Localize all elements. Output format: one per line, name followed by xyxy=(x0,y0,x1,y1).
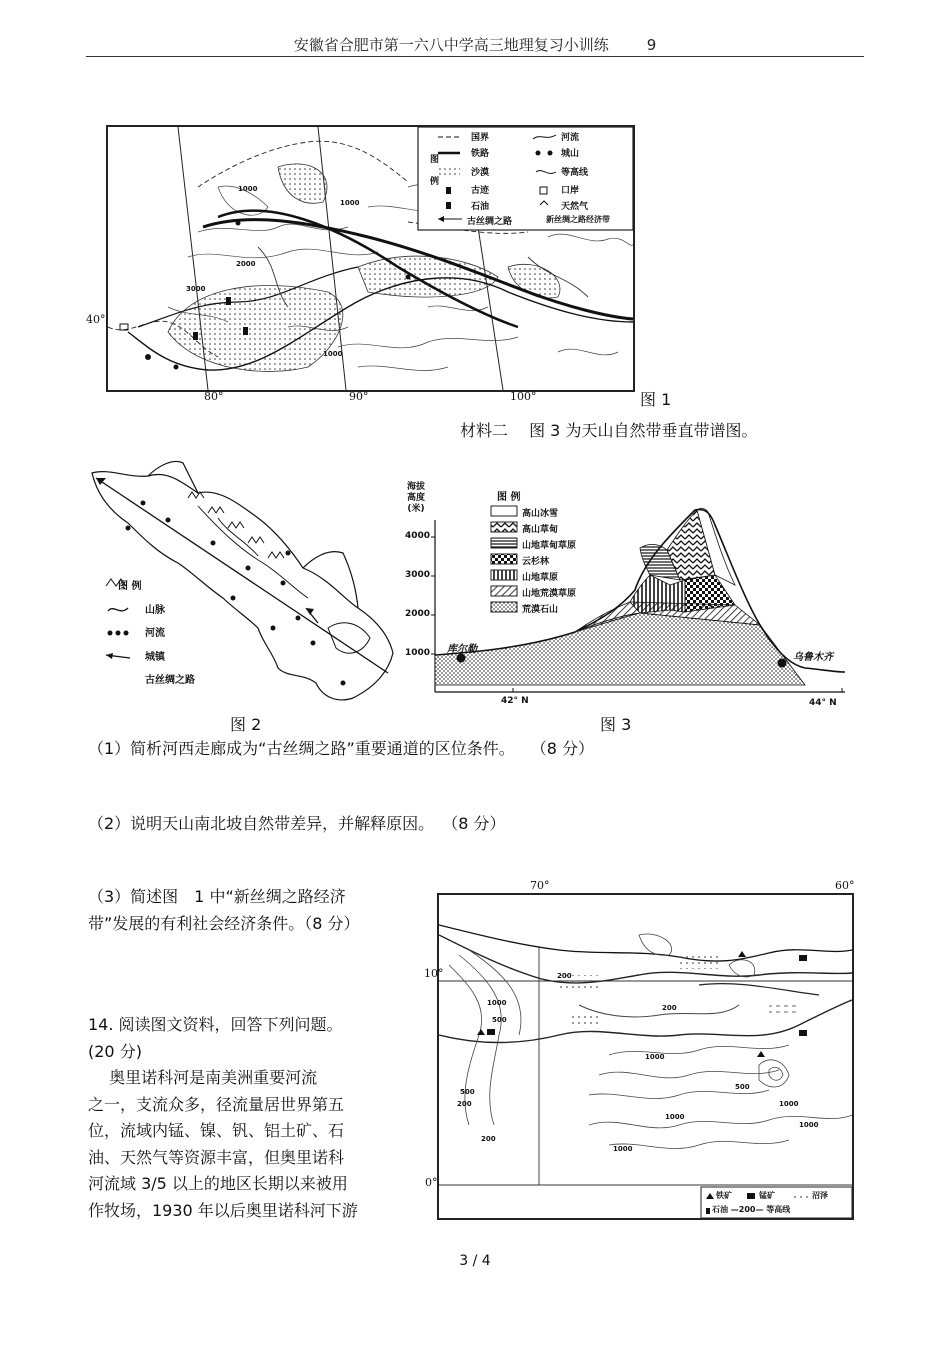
q14-score: (20 分) xyxy=(88,1041,142,1061)
fig1-legend-title-a: 图 xyxy=(430,155,440,165)
fig1-legend-title xyxy=(430,149,439,193)
material-2: 材料二 图 3 为天山自然带垂直带谱图。 xyxy=(460,421,758,440)
fig1-contour-label: 1000 xyxy=(238,185,258,193)
fig4-contour-label: 1000 xyxy=(645,1053,665,1061)
header-title: 安徽省合肥市第一六八中学高三地理复习小训练 xyxy=(293,36,609,54)
fig4-contour-label: 200 xyxy=(662,1004,677,1012)
page-header xyxy=(86,34,864,57)
fig1-contour-label: 1000 xyxy=(323,350,343,358)
fig1-legend-river: 河流 xyxy=(561,133,580,143)
fig3-y-tick: 3000 xyxy=(405,570,431,580)
fig1-legend-port: 口岸 xyxy=(561,186,580,196)
question-3-line2: 带”发展的有利社会经济条件。（8 分） xyxy=(88,913,360,933)
fig4-legend-oil-contour: 石油 —200— 等高线 xyxy=(712,1205,791,1214)
fig4-contour-label: 1000 xyxy=(665,1113,685,1121)
q14-line: 作牧场，1930 年以后奥里诺科河下游 xyxy=(88,1200,358,1220)
fig1-legend-railway: 铁路 xyxy=(471,149,490,159)
fig4-contour-label: 500 xyxy=(460,1088,475,1096)
fig4-contour-label: 500 xyxy=(735,1083,750,1091)
fig3-legend-item: 山地草原 xyxy=(522,573,559,583)
figure-4-map xyxy=(437,893,854,1220)
fig4-lon-label: 70° xyxy=(530,879,550,892)
fig3-legend-title: 图 例 xyxy=(497,492,521,503)
fig4-contour-label: 500 xyxy=(492,1016,507,1024)
fig1-legend-city: 城山 xyxy=(561,149,580,159)
fig3-y-title-a: 海拔 xyxy=(407,482,426,492)
fig3-legend-item: 高山冰雪 xyxy=(522,509,559,519)
question-3 xyxy=(88,884,360,937)
fig2-legend-town: 城镇 xyxy=(145,652,165,663)
fig1-legend-ruins: 古迹 xyxy=(471,186,490,196)
figure-3-profile xyxy=(405,480,850,712)
q14-line: 位，流域内锰、镍、钒、铝土矿、石 xyxy=(88,1121,345,1140)
fig2-legend-river: 河流 xyxy=(145,628,165,639)
fig4-contour-label: 200 xyxy=(457,1100,472,1108)
question-2 xyxy=(88,813,505,835)
fig3-y-tick: 1000 xyxy=(405,648,431,658)
fig1-legend-contour: 等高线 xyxy=(561,168,589,178)
q14-line: 油、天然气等资源丰富，但奥里诺科 xyxy=(88,1147,345,1167)
fig1-legend-title-b: 例 xyxy=(430,177,440,187)
q14-line: 之一，支流众多，径流量居世界第五 xyxy=(88,1094,345,1114)
fig2-legend-road: 古丝绸之路 xyxy=(145,675,195,686)
fig3-legend-item: 云杉林 xyxy=(522,557,550,567)
fig4-contour-label: 1000 xyxy=(799,1121,819,1129)
fig1-contour-label: 3000 xyxy=(186,285,206,293)
fig4-lon-label: 60° xyxy=(835,879,855,892)
fig3-x-tick: 44° N xyxy=(809,698,837,708)
fig3-legend-item: 山地草甸草原 xyxy=(522,541,577,551)
fig4-legend-iron: 铁矿 xyxy=(716,1191,732,1200)
fig3-x-tick: 42° N xyxy=(501,696,529,706)
fig3-caption: 图 3 xyxy=(600,715,632,734)
fig1-contour-label: 2000 xyxy=(236,260,256,268)
fig3-y-title xyxy=(407,482,425,515)
fig3-legend-item: 山地荒漠草原 xyxy=(522,589,577,599)
fig3-y-title-c: (米) xyxy=(407,504,425,514)
fig1-legend-border: 国界 xyxy=(471,133,490,143)
fig4-contour-label: 1000 xyxy=(779,1100,799,1108)
page-footer: 3 / 4 xyxy=(459,1253,491,1269)
figure-2-map xyxy=(88,458,400,708)
fig1-lon-label: 100° xyxy=(510,390,537,403)
fig1-legend-gas: 天然气 xyxy=(561,202,589,212)
fig3-place-korla: 库尔勒 xyxy=(447,644,477,655)
figure-1-drawing xyxy=(108,127,633,390)
fig4-legend-swamp: 沼泽 xyxy=(812,1191,828,1200)
fig4-legend-manganese: 锰矿 xyxy=(759,1191,775,1200)
fig4-lat-label: 10° xyxy=(424,967,444,980)
fig3-legend-item: 荒漠石山 xyxy=(522,605,559,615)
question-2-score: （8 分） xyxy=(450,814,506,833)
fig2-legend-title: 图 例 xyxy=(118,581,142,592)
fig1-lat-label: 40° xyxy=(86,313,106,326)
question-3-line1: （3）简述图 1 中“新丝绸之路经济 xyxy=(88,887,346,906)
fig4-contour-label: 200 xyxy=(481,1135,496,1143)
question-2-text: （2）说明天山南北坡自然带差异，并解释原因。 xyxy=(88,814,435,833)
fig4-lat-label: 0° xyxy=(425,1176,438,1189)
q14-line: 奥里诺科河是南美洲重要河流 xyxy=(88,1068,318,1087)
question-1-text: （1）简析河西走廊成为“古丝绸之路”重要通道的区位条件。 xyxy=(88,739,515,758)
fig3-legend-item: 高山草甸 xyxy=(522,525,559,535)
header-page-number: 9 xyxy=(646,36,657,54)
fig3-y-tick: 2000 xyxy=(405,609,431,619)
fig3-place-urumqi: 乌鲁木齐 xyxy=(793,652,833,663)
fig1-legend-oil: 石油 xyxy=(471,202,490,212)
question-14 xyxy=(88,1012,358,1224)
figure-1-map xyxy=(106,125,635,392)
fig4-contour-label: 1000 xyxy=(613,1145,633,1153)
q14-line: 河流域 3/5 以上的地区长期以来被用 xyxy=(88,1174,348,1193)
fig2-legend-mountain: 山脉 xyxy=(145,605,165,616)
fig3-y-tick: 4000 xyxy=(405,531,431,541)
fig3-y-title-b: 高度 xyxy=(407,493,426,503)
fig2-caption: 图 2 xyxy=(230,715,262,734)
question-1-score: （8 分） xyxy=(538,739,595,758)
fig1-legend-desert: 沙漠 xyxy=(471,168,490,178)
fig4-contour-label: 1000 xyxy=(487,999,507,1007)
fig1-lon-label: 90° xyxy=(349,390,369,403)
fig4-contour-label: 200 xyxy=(557,972,572,980)
fig1-caption: 图 1 xyxy=(640,390,672,409)
figure-3-drawing xyxy=(405,480,850,712)
q14-title: 14. 阅读图文资料，回答下列问题。 xyxy=(88,1015,343,1034)
fig1-lon-label: 80° xyxy=(204,390,224,403)
fig1-contour-label: 1000 xyxy=(340,199,360,207)
fig1-legend-new-belt: 新丝绸之路经济带 xyxy=(546,215,610,224)
fig1-legend-old-silk-road: 古丝绸之路 xyxy=(467,217,513,227)
question-1 xyxy=(88,738,594,760)
